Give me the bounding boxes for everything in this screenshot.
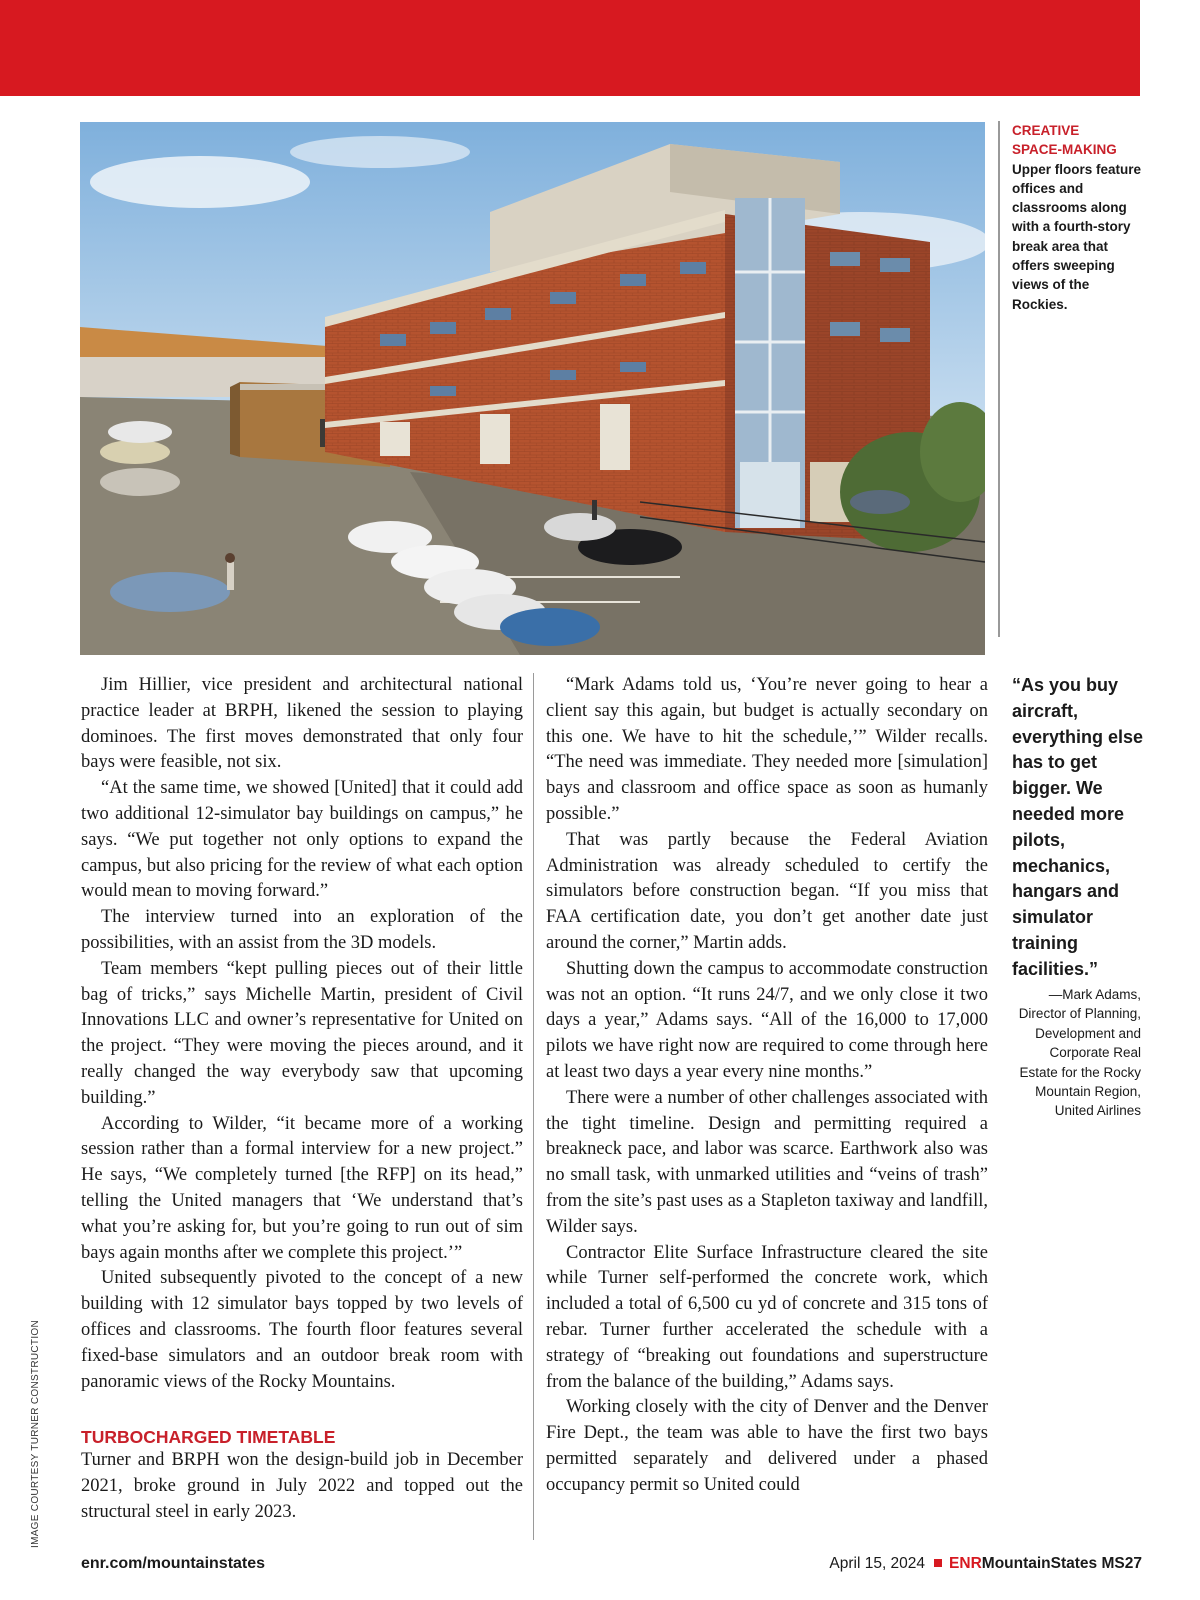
paragraph: That was partly because the Federal Aviation Administration was already scheduled to certify the simulators before construction began. “If you miss that FAA certification date, you don’t get another date just around the corner,” Martin adds. (546, 829, 988, 953)
article-column-2 (546, 673, 988, 1499)
image-credit: IMAGE COURTESY TURNER CONSTRUCTION (30, 1320, 41, 1548)
footer-url[interactable]: enr.com/mountainstates (81, 1555, 266, 1572)
footer-brand-enr: ENR (949, 1555, 982, 1572)
page-number: MS27 (1101, 1555, 1142, 1572)
paragraph: “At the same time, we showed [United] that it could add two additional 12-simulator bay buildings on campus,” he says. “We put together not only options to expand the campus, but also pricing for the review of what each option would mean to moving forward.” (81, 778, 523, 902)
caption-rule (998, 121, 1000, 637)
caption-text: Upper floors feature offices and classrooms along with a fourth-story break area that offers sweeping views of the Rockies. (1012, 161, 1142, 312)
paragraph: United subsequently pivoted to the concept of a new building with 12 simulator bays topped by two levels of offices and classrooms. The fourth floor features several fixed-base simulators and an outdoor break room with panoramic views of the Rocky Mountains. (81, 1268, 523, 1392)
paragraph: According to Wilder, “it became more of a working session rather than a formal interview for a new project.” He says, “We completely turned [the RFP] on its head,” telling the United managers that ‘We understand that’s what you’re asking for, but you’re going to run out of sim bays again months after we complete this project.’” (81, 1113, 523, 1263)
paragraph: Working closely with the city of Denver and the Denver Fire Dept., the team was able to have the first two bays permitted separately and delivered under a phased occupancy permit so United could (546, 1397, 988, 1495)
paragraph: “Mark Adams told us, ‘You’re never going to hear a client say this again, but budget is actually secondary on this one. We have to hit the schedule,’” Wilder recalls. “The need was immediate. They needed more [simulation] bays and classroom and office space as soon as humanly possible.” (546, 675, 988, 824)
paragraph: Turner and BRPH won the design-build job in December 2021, broke ground in July 2022 and topped out the structural steel in early 2023. (81, 1450, 523, 1522)
paragraph: Jim Hillier, vice president and architectural national practice leader at BRPH, likened the session to playing dominoes. The first moves demonstrated that only four bays were feasible, not six. (81, 675, 523, 773)
section-subhead: TURBOCHARGED TIMETABLE (81, 1427, 336, 1448)
article-column-1 (81, 673, 523, 1526)
paragraph: There were a number of other challenges associated with the tight timeline. Design and permitting required a breakneck pace, and labor was scarce. Earthwork also was no small task, with unmarked utilities and “veins of trash” from the site’s past uses as a Stapleton taxiway and landfill, Wilder says. (546, 1087, 988, 1237)
pull-quote: “As you buy aircraft, everything else has to get bigger. We needed more pilots, mechanics, hangars and simulator training facilities.” (1012, 675, 1144, 979)
paragraph: Shutting down the campus to accommodate construction was not an option. “It runs 24/7, and we only close it two days a year,” Adams says. “All of the 16,000 to 17,000 pilots we have right now are required to come through here at least two days a year every nine months.” (546, 958, 988, 1082)
footer-brand-section: MountainStates (981, 1555, 1098, 1572)
pull-quote-attribution: —Mark Adams, Director of Planning, Development and Corporate Real Estate for the Rocky Mountain Region, United Airlines (1018, 987, 1141, 1119)
footer-folio (829, 1555, 1142, 1573)
footer-date: April 15, 2024 (829, 1555, 926, 1572)
paragraph: Contractor Elite Surface Infrastructure cleared the site while Turner self-performed the concrete work, which included a total of 6,500 cu yd of concrete and 315 tons of rebar. Turner further accelerated the schedule with a strategy of “breaking out foundations and superstructure from the balance of the building,” Adams says. (546, 1242, 988, 1392)
column-rule (533, 673, 534, 1540)
paragraph: The interview turned into an exploration of the possibilities, with an assist from the 3D models. (81, 907, 523, 953)
photo-caption (1012, 121, 1147, 314)
building-rendering (80, 122, 985, 655)
caption-kicker: CREATIVE SPACE-MAKING (1012, 123, 1117, 158)
square-bullet-icon (934, 1559, 942, 1567)
top-color-bar (0, 0, 1140, 96)
paragraph: Team members “kept pulling pieces out of their little bag of tricks,” says Michelle Martin, president of Civil Innovations LLC and owner’s representative for United on the project. “They were moving the pieces around, and it really changed the way everybody saw that upcoming building.” (81, 958, 523, 1108)
